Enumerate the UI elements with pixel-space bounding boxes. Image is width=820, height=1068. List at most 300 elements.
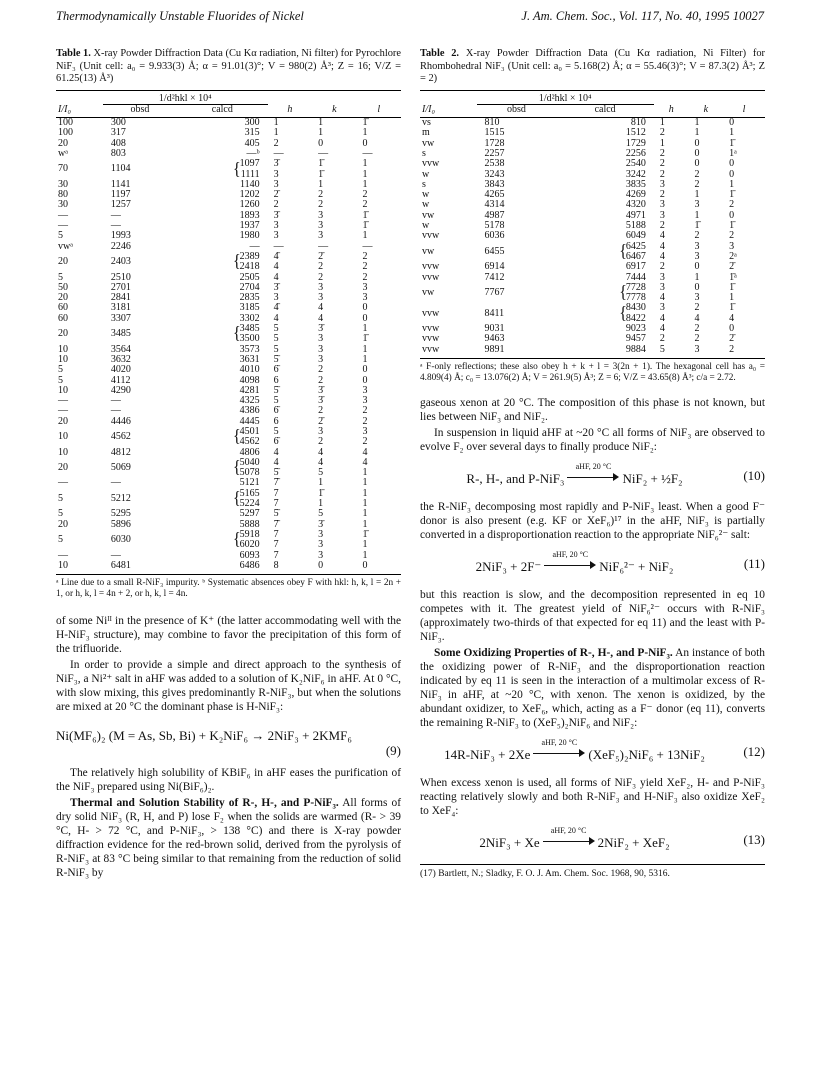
table-row <box>420 200 765 210</box>
calculated-cell: 1260 <box>239 199 260 211</box>
observed-cell: 6030 <box>110 534 131 546</box>
intensity-cell: 10 <box>56 561 103 575</box>
intensity-cell: — <box>58 220 68 232</box>
l-index-cell: 1̄ <box>362 117 368 129</box>
table-row <box>56 530 401 551</box>
k-index-cell: 2 <box>318 405 324 417</box>
left-column <box>56 48 401 880</box>
l-index-cell: 0 <box>729 168 735 180</box>
calculated-cell: 6049 <box>625 230 646 242</box>
intensity-cell: vw <box>422 286 435 298</box>
table1-footnote: ᵃ Line due to a small R-NiF₃ impurity. ᵇ Systematic absences obey F with hkl: h, k, l = 2n + 1, or h, k, l = 4n + 2, or h, k, l = 4n. <box>56 578 401 600</box>
observed-cell: 4020 <box>110 364 131 376</box>
l-index-cell: 1 <box>362 518 368 530</box>
intensity-cell: vw <box>422 245 435 257</box>
calculated-cell: — <box>249 240 260 252</box>
k-index-cell: 0 <box>694 261 700 273</box>
l-index-cell: 2 <box>729 230 735 242</box>
equation-13-number: (13) <box>743 831 765 847</box>
right-paragraph-5: Some Oxidizing Properties of R-, H-, and P-NiF₃. An instance of both the oxidizing power of R-NiF₃ and the disproportionation reaction indicated by eq 11 is seen in the interaction of a multimolar excess of R-NiF₃ in aHF, at ~20 °C, with xenon. The xenon is oxidized, by the abundant oxidizer, to XeF₆, which, acting as a F⁻ donor (eq 11), converts the remaining R-NiF₃ to (XeF₅)₂NiF₆ and NiF₂: <box>420 646 765 729</box>
table-row <box>56 221 401 231</box>
intensity-cell: 20 <box>58 462 68 474</box>
h-index-cell: 3 <box>659 271 665 283</box>
equation-11-right: NiF₆²⁻ + NiF₂ <box>599 558 674 574</box>
k-index-cell: 1̄ 1̄ <box>318 158 324 180</box>
table2-col-obsd: obsd <box>477 104 557 117</box>
k-index-cell: 1 <box>694 189 700 201</box>
intensity-cell: 100 <box>58 127 73 139</box>
table-row <box>56 314 401 324</box>
h-index-cell: 2̄ <box>273 189 279 201</box>
h-index-cell: 5̄ <box>273 353 279 365</box>
calculated-cell: { 3485 3500 <box>232 323 260 345</box>
l-index-cell: 0 <box>362 312 368 324</box>
table1-span-header: 1/d²hkl × 10⁴ <box>103 90 268 104</box>
k-index-cell: 1 <box>318 117 324 129</box>
intensity-cell: 5 <box>58 508 63 520</box>
calculated-cell: 4806 <box>239 446 260 458</box>
k-index-cell: 3 <box>318 209 324 221</box>
h-index-cell: 4 <box>273 271 279 283</box>
table-row <box>420 345 765 359</box>
calculated-cell: 2256 <box>625 147 646 159</box>
table-row <box>420 170 765 180</box>
k-index-cell: 3 <box>689 345 724 359</box>
intensity-cell: 5 <box>58 374 63 386</box>
intensity-cell: 20 <box>58 137 68 149</box>
calculated-cell: 4010 <box>239 364 260 376</box>
h-index-cell: 2 <box>659 127 665 139</box>
h-index-cell: 2 <box>273 137 279 149</box>
observed-cell: 2257 <box>484 147 505 159</box>
intensity-cell: 20 <box>58 328 68 340</box>
l-index-cell: 0 <box>362 302 368 314</box>
l-index-cell: 1 <box>729 178 735 190</box>
k-index-cell: — <box>318 240 329 252</box>
k-index-cell: 0 <box>312 561 356 575</box>
equation-9-number: (9) <box>385 743 401 759</box>
brace-icon: { <box>232 458 241 477</box>
calculated-cell: —ᵇ <box>246 147 260 159</box>
table-row <box>420 128 765 138</box>
observed-cell: 2538 <box>484 158 505 170</box>
table-row <box>56 252 401 273</box>
h-index-cell: 2 <box>659 189 665 201</box>
calculated-cell: 300 <box>244 117 260 129</box>
l-index-cell: 1 <box>362 353 368 365</box>
l-index-cell: — <box>362 240 373 252</box>
table-row <box>56 180 401 190</box>
calculated-cell: 405 <box>244 137 260 149</box>
h-index-cell: 6̄ <box>273 405 279 417</box>
l-index-cell: 3 2 <box>362 426 368 448</box>
observed-cell: 7767 <box>484 286 505 298</box>
calculated-cell: 9884 <box>556 345 654 359</box>
k-index-cell: 2 <box>318 364 324 376</box>
intensity-cell: wᵃ <box>58 147 68 159</box>
k-index-cell: 4 <box>318 302 324 314</box>
intensity-cell: 70 <box>58 163 68 175</box>
intensity-cell: 10 <box>58 384 68 396</box>
observed-cell: 1141 <box>110 178 131 190</box>
header-journal: J. Am. Chem. Soc., Vol. 117, No. 40, 1995 10027 <box>521 9 764 23</box>
l-index-cell: 1ᵃ <box>729 147 737 159</box>
equation-13-left: 2NiF₃ + Xe <box>479 834 540 850</box>
h-index-cell: 3 <box>659 178 665 190</box>
observed-cell: 4314 <box>484 199 505 211</box>
h-index-cell: 4̄ <box>273 302 279 314</box>
observed-cell: 1257 <box>110 199 131 211</box>
equation-13-right: 2NiF₂ + XeF₂ <box>597 834 670 850</box>
l-index-cell: 0 <box>729 117 735 129</box>
h-index-cell: 6̄ <box>273 364 279 376</box>
l-index-cell: 2 <box>362 271 368 283</box>
l-index-cell: 1 1 <box>362 487 368 510</box>
observed-cell: — <box>110 395 121 407</box>
calculated-cell: { 6425 6467 <box>619 240 646 262</box>
intensity-cell: vvw <box>422 323 440 335</box>
intensity-cell: 20 <box>58 292 68 304</box>
table-row <box>56 128 401 138</box>
observed-cell: 4987 <box>484 209 505 221</box>
h-index-cell: 3 4 <box>659 302 665 324</box>
observed-cell: 3843 <box>484 178 505 190</box>
calculated-cell: { 2389 2418 <box>232 250 260 273</box>
intensity-cell: 20 <box>58 518 68 530</box>
l-index-cell: 1 1̄ <box>362 323 368 345</box>
equation-12-number: (12) <box>743 743 765 759</box>
l-index-cell: 1̄ 1 <box>362 528 368 551</box>
observed-cell: — <box>110 477 121 489</box>
table2-col-calcd: calcd <box>556 104 654 117</box>
observed-cell: 3632 <box>110 353 131 365</box>
observed-cell: 2841 <box>110 292 131 304</box>
table-row <box>420 180 765 190</box>
table-row <box>420 159 765 169</box>
observed-cell: 1104 <box>110 163 131 175</box>
table1-col-l: l <box>357 104 401 117</box>
intensity-cell: 60 <box>58 302 68 314</box>
calculated-cell: 7444 <box>625 271 646 283</box>
l-index-cell: 1̄ <box>362 220 368 232</box>
intensity-cell: — <box>58 395 68 407</box>
h-index-cell: 7 7 <box>273 528 279 551</box>
calculated-cell: 5888 <box>239 518 260 530</box>
table-row <box>56 365 401 375</box>
l-index-cell: 2 <box>729 199 735 211</box>
k-index-cell: 2 <box>318 271 324 283</box>
l-index-cell: 0 <box>357 561 401 575</box>
intensity-cell: — <box>58 209 68 221</box>
l-index-cell: 0 <box>362 374 368 386</box>
k-index-cell: 2̄ 2 <box>318 250 324 273</box>
table-row <box>56 396 401 406</box>
table-row <box>56 509 401 519</box>
table-row <box>420 231 765 241</box>
h-index-cell: 3 <box>273 220 279 232</box>
intensity-cell: w <box>422 189 430 201</box>
calculated-cell: 1729 <box>625 137 646 149</box>
h-index-cell: 5 <box>273 343 279 355</box>
observed-cell: 9031 <box>484 323 505 335</box>
header-title: Thermodynamically Unstable Fluorides of Nickel <box>56 9 304 23</box>
k-index-cell: 2 <box>318 199 324 211</box>
l-index-cell: 3 <box>362 292 368 304</box>
intensity-cell: — <box>58 477 68 489</box>
observed-cell: — <box>110 405 121 417</box>
table2-body <box>420 118 765 359</box>
calculated-cell: 9457 <box>625 333 646 345</box>
l-index-cell: 1̄ <box>729 137 735 149</box>
intensity-cell: vvw <box>422 307 440 319</box>
h-index-cell: 4 <box>659 230 665 242</box>
intensity-cell: 100 <box>58 117 73 129</box>
l-index-cell: 2 <box>723 345 765 359</box>
intensity-cell: vvw <box>422 158 440 170</box>
right-paragraph-2: In suspension in liquid aHF at ~20 °C all forms of NiF₃ are observed to evolve F₂ over several days to finally produce NiF₂: <box>420 426 765 453</box>
observed-cell: 3485 <box>110 328 131 340</box>
observed-cell: 5178 <box>484 220 505 232</box>
l-index-cell: 0 <box>362 137 368 149</box>
k-index-cell: 3 <box>318 230 324 242</box>
k-index-cell: 4 <box>318 446 324 458</box>
equation-10-right: NiF₂ + ½F₂ <box>622 470 683 486</box>
table-row <box>56 478 401 488</box>
h-index-cell: 8 <box>268 561 312 575</box>
equation-13 <box>420 824 765 858</box>
intensity-cell: vwᵃ <box>58 240 73 252</box>
h-index-cell: 1 <box>659 137 665 149</box>
observed-cell: 317 <box>110 127 126 139</box>
calculated-cell: 1980 <box>239 230 260 242</box>
table1 <box>56 90 401 576</box>
h-index-cell: 5 5 <box>273 323 279 345</box>
h-index-cell: 3̄ <box>273 281 279 293</box>
l-index-cell: 4 <box>362 446 368 458</box>
k-index-cell: 3̄ 3 <box>318 323 324 345</box>
observed-cell: — <box>110 209 121 221</box>
brace-icon: { <box>619 242 627 261</box>
observed-cell: 3307 <box>110 312 131 324</box>
intensity-cell: w <box>422 199 430 211</box>
calculated-cell: { 5040 5078 <box>232 456 260 479</box>
observed-cell: 5295 <box>110 508 131 520</box>
reaction-arrow-icon: aHF, 20 °C <box>543 833 595 847</box>
table1-col-obsd: obsd <box>103 104 177 117</box>
intensity-cell: 5 <box>58 534 63 546</box>
intensity-cell: 80 <box>58 189 68 201</box>
observed-cell: 8411 <box>484 307 505 319</box>
calculated-cell: { 8430 8422 <box>619 302 646 324</box>
h-index-cell: 4 4 <box>659 240 665 262</box>
h-index-cell: 5 <box>273 395 279 407</box>
intensity-cell: 10 <box>58 343 68 355</box>
k-index-cell: 0 <box>694 158 700 170</box>
right-column <box>420 48 765 880</box>
l-index-cell: 1 <box>362 230 368 242</box>
table-row <box>56 149 401 159</box>
l-index-cell: — <box>362 147 373 159</box>
k-index-cell: 0 <box>694 147 700 159</box>
calculated-cell: 5121 <box>239 477 260 489</box>
observed-cell: 7412 <box>484 271 505 283</box>
table1-col-k: k <box>312 104 356 117</box>
l-index-cell: 0 <box>362 364 368 376</box>
intensity-cell: 30 <box>58 178 68 190</box>
h-index-cell: 3 4 <box>659 281 665 304</box>
equation-12-left: 14R-NiF₃ + 2Xe <box>444 746 531 762</box>
observed-cell: 810 <box>484 117 500 129</box>
k-index-cell: 3 <box>694 199 700 211</box>
right-paragraph-6: When excess xenon is used, all forms of NiF₃ yield XeF₂, H- and P-NiF₃ reacting relatively slowly and both R-NiF₃ and H-NiF₃ also oxidize XeF₂ to XeF₄: <box>420 776 765 817</box>
table-row <box>420 221 765 231</box>
h-index-cell: 1 <box>273 117 279 129</box>
intensity-cell: 5 <box>58 364 63 376</box>
h-index-cell: 3 <box>273 178 279 190</box>
k-index-cell: 0 <box>318 137 324 149</box>
h-index-cell: 7̄ <box>273 518 279 530</box>
calculated-cell: 5297 <box>239 508 260 520</box>
h-index-cell: 3 <box>273 230 279 242</box>
h-index-cell: 5̄ <box>273 508 279 520</box>
observed-cell: 1728 <box>484 137 505 149</box>
equation-10 <box>420 460 765 494</box>
k-index-cell: 3 3 <box>318 528 324 551</box>
h-index-cell: 2 <box>659 220 665 232</box>
l-index-cell: 2 <box>362 415 368 427</box>
table-row <box>56 211 401 221</box>
intensity-cell: 10 <box>58 446 68 458</box>
right-paragraph-3: the R-NiF₃ decomposing most rapidly and P-NiF₃ least. When a good F⁻ donor is also present (e.g. KF or XeF₆)¹⁷ in the aHF, NiF₃ is partially converted in a disproportionation reaction to the appropriate NiF₆²⁻ salt: <box>420 500 765 541</box>
equation-10-left: R-, H-, and P-NiF₃ <box>466 470 565 486</box>
observed-cell: 2510 <box>110 271 131 283</box>
h-index-cell: 2 <box>273 199 279 211</box>
intensity-cell: 5 <box>58 271 63 283</box>
l-index-cell: 1̄ 1 <box>729 281 735 304</box>
intensity-cell: 20 <box>58 256 68 268</box>
calculated-cell: { 5918 6020 <box>232 528 260 551</box>
l-index-cell: 0 <box>729 323 735 335</box>
right-paragraph-1: gaseous xenon at 20 °C. The composition of this phase is not known, but lies between NiF₃ and NiF₂. <box>420 396 765 423</box>
k-index-cell: — <box>318 147 329 159</box>
h-index-cell: — <box>273 147 284 159</box>
l-index-cell: 0 <box>729 158 735 170</box>
k-index-cell: 0 3 <box>694 281 700 304</box>
intensity-cell: w <box>422 168 430 180</box>
intensity-cell: 5 <box>58 492 63 504</box>
table-row <box>420 273 765 283</box>
h-index-cell: — <box>273 240 284 252</box>
table-row <box>420 262 765 272</box>
l-index-cell: 1 <box>362 549 368 561</box>
k-index-cell: 2̄ <box>318 415 324 427</box>
table-row <box>56 458 401 479</box>
brace-icon: { <box>232 324 241 344</box>
table1-col-intensity: I/I₀ <box>56 104 103 117</box>
left-paragraph-2: In order to provide a simple and direct approach to the synthesis of NiF₃, a Ni²⁺ salt in aHF was added to a solution of K₂NiF₆ in aHF. At 0 °C, with slow mixing, this gives predominantly R-NiF₃, but when the solutions are mixed at 20 °C the dominant phase is H-NiF₃: <box>56 659 401 714</box>
k-index-cell: 3̄ <box>318 384 324 396</box>
observed-cell: 6455 <box>484 245 505 257</box>
calculated-cell: { 4501 4562 <box>232 426 260 448</box>
observed-cell: 5896 <box>110 518 131 530</box>
table1-col-h: h <box>268 104 312 117</box>
k-index-cell: 2 <box>694 323 700 335</box>
observed-cell: 803 <box>110 147 126 159</box>
table-row <box>56 345 401 355</box>
intensity-cell: vvw <box>422 230 440 242</box>
k-index-cell: 1 <box>694 117 700 129</box>
k-index-cell: 3 <box>318 292 324 304</box>
calculated-cell: 3631 <box>239 353 260 365</box>
table-row <box>56 520 401 530</box>
calculated-cell: 4445 <box>239 415 260 427</box>
brace-icon: { <box>232 427 241 447</box>
table-row <box>420 334 765 344</box>
k-index-cell: 3 3 <box>694 240 700 262</box>
calculated-cell: 3573 <box>239 343 260 355</box>
k-index-cell: 3 <box>318 281 324 293</box>
h-index-cell: 3̄ 3 <box>273 158 279 180</box>
l-index-cell: 1̄ <box>362 209 368 221</box>
h-index-cell: 3 <box>659 209 665 221</box>
calculated-cell: 1512 <box>625 127 646 139</box>
h-index-cell: 4 5̄ <box>273 456 279 479</box>
h-index-cell: 1 <box>659 117 665 129</box>
observed-cell: 4446 <box>110 415 131 427</box>
observed-cell: 9891 <box>477 345 557 359</box>
observed-cell: 1515 <box>484 127 505 139</box>
l-index-cell: 1 <box>362 343 368 355</box>
h-index-cell: 7 7 <box>273 487 279 510</box>
l-index-cell: 2 2 <box>362 250 368 273</box>
table2-col-l: l <box>723 104 765 117</box>
k-index-cell: 0 <box>694 137 700 149</box>
observed-cell: 3564 <box>110 343 131 355</box>
table1-col-calcd: calcd <box>177 104 268 117</box>
table-row <box>56 386 401 396</box>
calculated-cell: 3185 <box>239 302 260 314</box>
calculated-cell: 4325 <box>239 395 260 407</box>
reaction-arrow-icon: aHF, 20 °C <box>567 469 619 483</box>
l-index-cell: 0 <box>729 209 735 221</box>
k-index-cell: 1 <box>318 477 324 489</box>
l-index-cell: 3 <box>362 395 368 407</box>
left-paragraph-3: The relatively high solubility of KBiF₆ in aHF eases the purification of the NiF₃ prepared using Ni(BiF₆)₂. <box>56 767 401 794</box>
observed-cell: 1197 <box>110 189 131 201</box>
observed-cell: 4290 <box>110 384 131 396</box>
l-index-cell: 2̄ <box>729 333 735 345</box>
k-index-cell: 1 <box>694 127 700 139</box>
calculated-cell: 4320 <box>625 199 646 211</box>
k-index-cell: 1̄ <box>694 220 700 232</box>
brace-icon: { <box>232 530 241 550</box>
table2-span-header: 1/d²hkl × 10⁴ <box>477 90 654 104</box>
table-row <box>56 273 401 283</box>
l-index-cell: 1 <box>362 477 368 489</box>
l-index-cell: 3 <box>362 384 368 396</box>
observed-cell: 4812 <box>110 446 131 458</box>
l-index-cell: 1̄ 4 <box>729 302 735 324</box>
calculated-cell: 4269 <box>625 189 646 201</box>
calculated-cell: 315 <box>244 127 260 139</box>
intensity-cell: 10 <box>58 353 68 365</box>
intensity-cell: — <box>58 405 68 417</box>
l-index-cell: 3 2ᵃ <box>729 240 737 262</box>
equation-9 <box>56 720 401 760</box>
h-index-cell: 2 <box>659 147 665 159</box>
table2-caption: Table 2. X-ray Powder Diffraction Data (Cu Kα radiation, Ni Filter) for Rhombohedral NiF₃ (Unit cell: a₀ = 5.168(2) Å; α = 55.46(3)°; V = 87.3(2) Å³; Z = 2) <box>420 48 765 84</box>
calculated-cell: 4098 <box>239 374 260 386</box>
